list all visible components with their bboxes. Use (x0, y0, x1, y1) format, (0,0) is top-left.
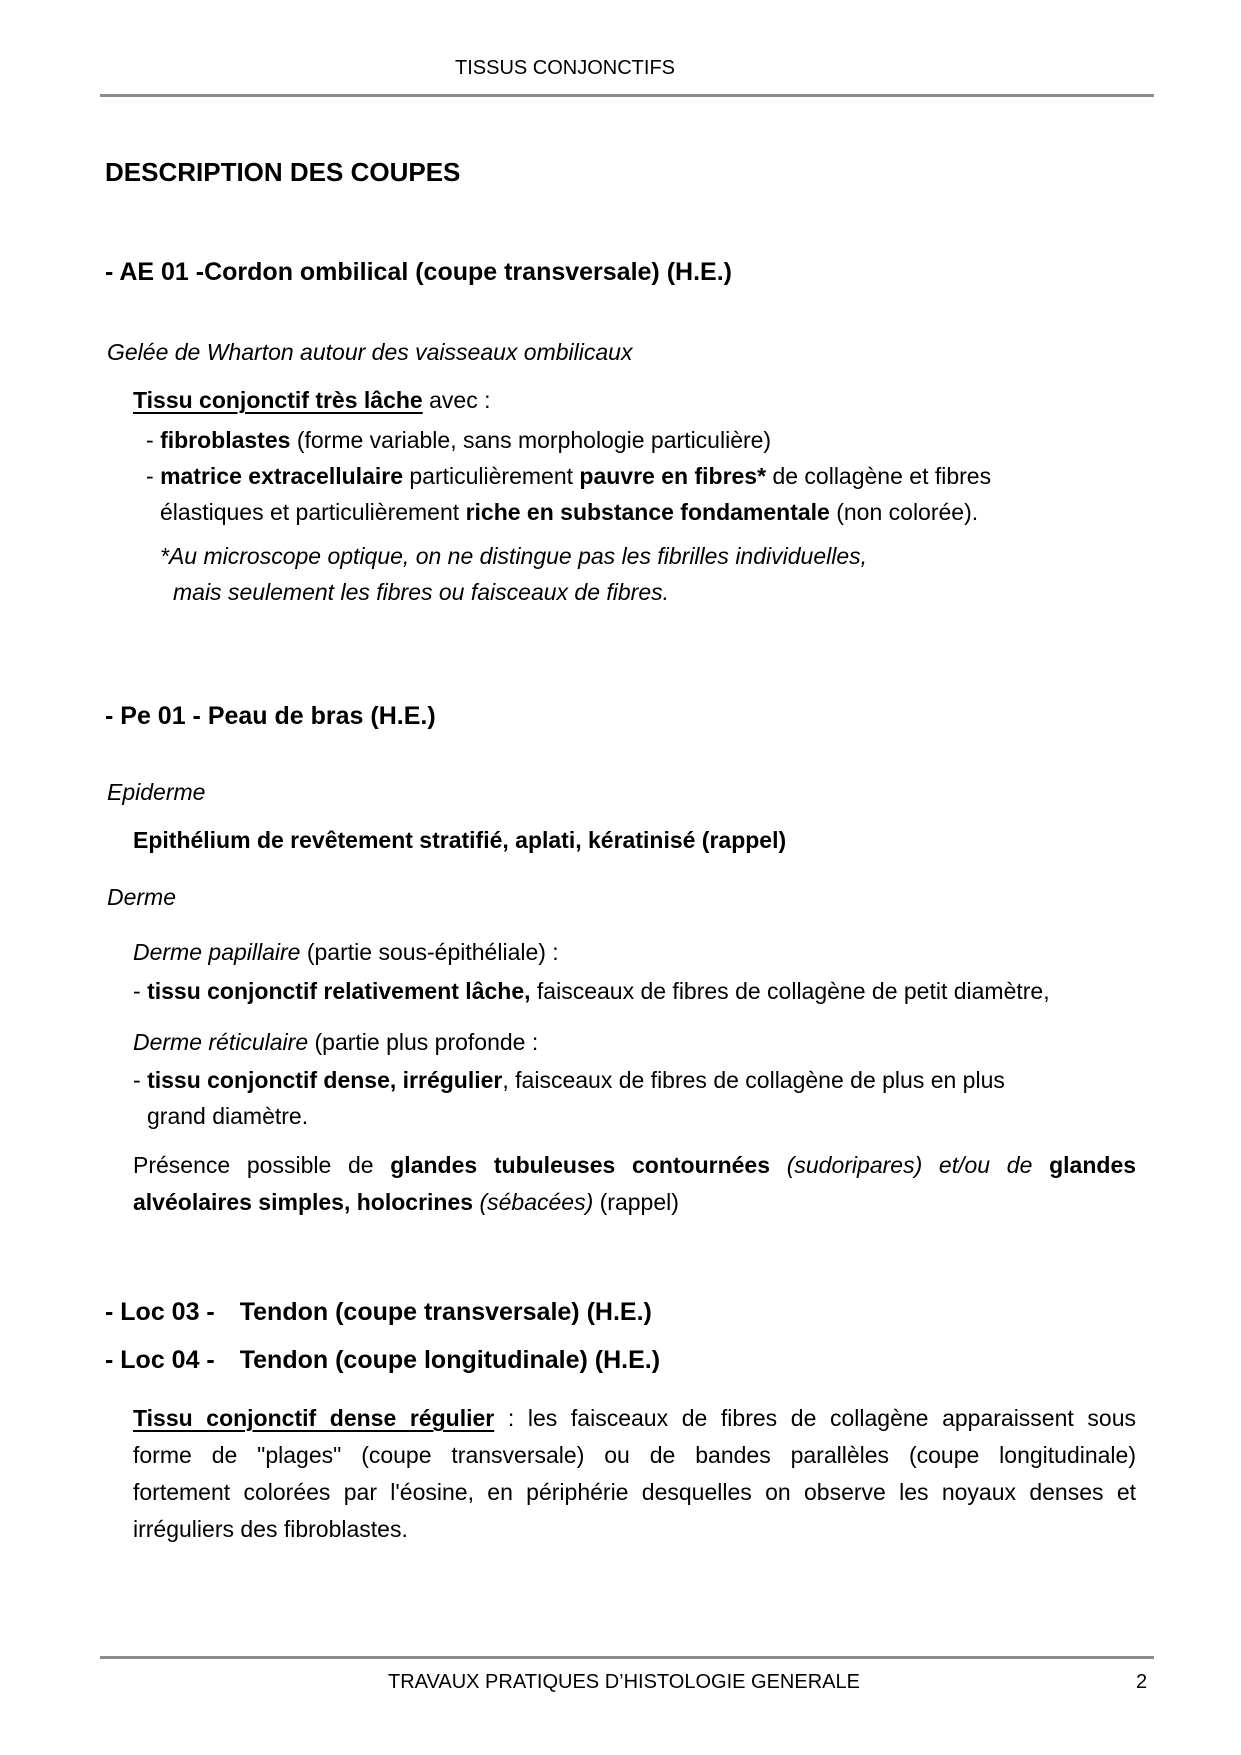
text-run (1032, 1152, 1049, 1178)
text-run: - (133, 978, 148, 1004)
pe01-derme-label: Derme (107, 884, 177, 910)
text-run: glandes (1049, 1152, 1137, 1178)
text-run: élastiques et particulièrement (160, 499, 466, 525)
text-run: Tissu conjonctif dense régulier (133, 1405, 495, 1431)
text-run: Derme réticulaire (133, 1029, 309, 1055)
page-footer-title: TRAVAUX PRATIQUES D’HISTOLOGIE GENERALE (388, 1671, 860, 1693)
pe01-papillaire-line1 (133, 937, 559, 967)
pe01-epithelium-line: Epithélium de revêtement stratifié, aplati, kératinisé (rappel) (133, 827, 787, 853)
text-run: (non colorée). (829, 499, 979, 525)
text-run: (partie sous-épithéliale) : (300, 939, 559, 965)
ae01-intro: Gelée de Wharton autour des vaisseaux ombilicaux (107, 339, 633, 365)
footer-rule (100, 1656, 1154, 1659)
text-run: glandes tubuleuses contournées (390, 1152, 771, 1178)
text-run: (sudoripares) et/ou de (786, 1152, 1033, 1178)
pe01-presence-line2 (133, 1187, 1136, 1217)
text-run: faisceaux de fibres de collagène de petit diamètre, (530, 978, 1050, 1004)
text-run: fibroblastes (160, 427, 291, 453)
section-heading-pe01: - Pe 01 - Peau de bras (H.E.) (105, 702, 436, 730)
text-run: tissu conjonctif dense, irrégulier (147, 1067, 503, 1093)
text-run: - (146, 427, 161, 453)
text-run: Derme papillaire (133, 939, 301, 965)
ae01-tissu-line (133, 385, 490, 415)
loc-tendon-line1 (133, 1403, 1136, 1433)
text-run (770, 1152, 787, 1178)
text-run: (partie plus profonde : (308, 1029, 539, 1055)
text-run: avec : (422, 387, 491, 413)
loc-tendon-line4: irréguliers des fibroblastes. (133, 1516, 408, 1542)
document-title: DESCRIPTION DES COUPES (105, 157, 461, 187)
text-run: , faisceaux de fibres de collagène de plus en plus (502, 1067, 1005, 1093)
text-run: Présence possible de (133, 1152, 391, 1178)
header-rule (100, 94, 1154, 97)
text-run: (sébacées) (479, 1189, 594, 1215)
page-header-title: TISSUS CONJONCTIFS (455, 57, 676, 79)
section-heading-loc03: - Loc 03 - Tendon (coupe transversale) (H.E.) (105, 1298, 652, 1326)
text-run: Tissu conjonctif très lâche (133, 387, 423, 413)
text-run: (rappel) (593, 1189, 679, 1215)
ae01-matrice-cont-line (160, 497, 978, 527)
text-run: (forme variable, sans morphologie particulière) (290, 427, 772, 453)
loc-tendon-line2: forme de "plages" (coupe transversale) ou de bandes parallèles (coupe longitudinale) (133, 1442, 1136, 1468)
pe01-reticulaire-line3: grand diamètre. (147, 1103, 309, 1129)
page-number: 2 (1136, 1671, 1148, 1693)
text-run: alvéolaires simples, holocrines (133, 1189, 474, 1215)
text-run: riche en substance fondamentale (465, 499, 830, 525)
pe01-reticulaire-line2 (133, 1065, 1005, 1095)
ae01-fibroblastes-line (146, 425, 771, 455)
text-run: tissu conjonctif relativement lâche, (147, 978, 531, 1004)
text-run: - (133, 1067, 148, 1093)
pe01-epiderme-label: Epiderme (107, 779, 206, 805)
text-run: matrice extracellulaire (160, 463, 403, 489)
text-run: - (146, 463, 161, 489)
text-run: : les faisceaux de fibres de collagène apparaissent sous (494, 1405, 1136, 1431)
section-heading-ae01: - AE 01 -Cordon ombilical (coupe transversale) (H.E.) (105, 258, 732, 286)
text-run: particulièrement (403, 463, 580, 489)
section-heading-loc04: - Loc 04 - Tendon (coupe longitudinale) (H.E.) (105, 1346, 661, 1374)
ae01-matrice-line (146, 461, 991, 491)
text-run: de collagène et fibres (766, 463, 992, 489)
loc-tendon-line3: fortement colorées par l'éosine, en périphérie desquelles on observe les noyaux denses et (133, 1479, 1136, 1505)
pe01-presence-line1 (133, 1150, 1136, 1180)
ae01-footnote-line2: mais seulement les fibres ou faisceaux de fibres. (173, 579, 670, 605)
pe01-papillaire-line2 (133, 976, 1050, 1006)
pe01-reticulaire-line1 (133, 1027, 538, 1057)
ae01-footnote-line1: *Au microscope optique, on ne distingue pas les fibrilles individuelles, (160, 543, 868, 569)
text-run: pauvre en fibres* (579, 463, 767, 489)
